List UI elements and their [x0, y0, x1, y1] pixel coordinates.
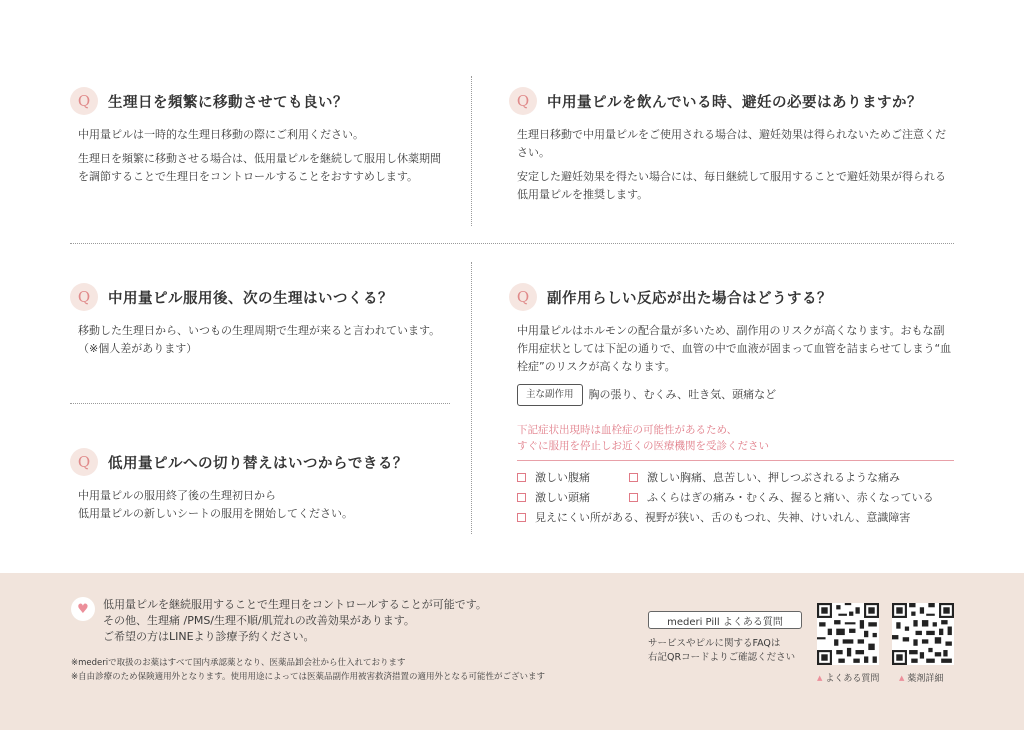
qr-code-drug-details[interactable]	[892, 603, 954, 665]
footer-note: ※自由診療のため保険適用外となります。使用用途によっては医薬品副作用被害救済措置の適用外となる可能性がございます	[71, 672, 545, 682]
divider-vertical-top	[471, 76, 472, 226]
warning-line: 下記症状出現時は血栓症の可能性があるため、	[517, 424, 738, 436]
symptom-item	[517, 469, 629, 486]
divider-horizontal-middle	[70, 243, 954, 244]
qr-label-drug	[899, 671, 943, 684]
faq-button[interactable]: mederi Pill よくある質問	[648, 611, 802, 629]
checkbox-icon	[517, 493, 526, 502]
checkbox-icon	[629, 473, 638, 482]
qr-label-faq	[817, 671, 879, 684]
answer-text: 中用量ピルの服用終了後の生理初日から	[78, 489, 276, 502]
q-badge: Q	[70, 87, 98, 115]
checkbox-icon	[517, 473, 526, 482]
question-title: 中用量ピル服用後、次の生理はいつくる？	[108, 290, 393, 307]
side-effect-tag: 主な副作用	[517, 384, 583, 406]
footer-notes	[71, 656, 545, 684]
faq-description-line: 右記QRコードよりご確認ください	[648, 652, 796, 663]
answer-text: 中用量ピルはホルモンの配合量が多いため、副作用のリスクが高くなります。おもな副作用症状としては下記の通りで、血管の中で血液が固まって血管を詰まらせてしまう“血栓症”のリスクが高くなります。	[517, 324, 952, 373]
footer-line: ご希望の方はLINEより診療予約ください。	[103, 630, 315, 643]
faq-description	[648, 637, 795, 665]
symptom-label: ふくらはぎの痛み・むくみ、握ると痛い、赤くなっている	[647, 491, 934, 504]
checkbox-icon	[629, 493, 638, 502]
triangle-icon: ▲	[817, 673, 823, 682]
faq-item-next-period	[70, 282, 442, 364]
footer-message	[103, 597, 487, 645]
symptom-item	[517, 489, 629, 506]
answer-text: 生理日移動で中用量ピルをご使用される場合は、避妊効果は得られないためご注意ください。	[517, 128, 946, 159]
q-badge: Q	[70, 283, 98, 311]
warning-text	[517, 422, 954, 454]
faq-item-frequent-move	[70, 86, 442, 192]
answer-text: 移動した生理日から、いつもの生理周期で生理が来ると言われています。（※個人差があります）	[78, 324, 441, 355]
triangle-icon: ▲	[899, 673, 905, 682]
answer-text: 低用量ピルの新しいシートの服用を開始してください。	[78, 507, 353, 520]
symptom-item	[517, 509, 954, 526]
faq-item-contraception	[509, 86, 954, 210]
footer-line: その他、生理痛 /PMS/生理不順/肌荒れの改善効果があります。	[103, 614, 415, 627]
checkbox-icon	[517, 513, 526, 522]
q-badge: Q	[509, 283, 537, 311]
symptom-item	[629, 469, 954, 486]
answer-text: 安定した避妊効果を得たい場合には、毎日継続して服用することで避妊効果が得られる低用量ピルを推奨します。	[517, 170, 946, 201]
symptom-label: 激しい腹痛	[535, 471, 590, 484]
question-title: 生理日を頻繁に移動させても良い？	[108, 94, 348, 111]
warning-divider	[517, 460, 954, 461]
footer-note: ※mederiで取扱のお薬はすべて国内承認薬となり、医薬品卸会社から仕入れております	[71, 658, 406, 668]
symptom-label: 激しい頭痛	[535, 491, 590, 504]
question-title: 副作用らしい反応が出た場合はどうする？	[547, 290, 832, 307]
q-badge: Q	[509, 87, 537, 115]
qr-label-text: 薬剤詳細	[907, 674, 944, 684]
symptom-label: 見えにくい所がある、視野が狭い、舌のもつれ、失神、けいれん、意識障害	[535, 511, 911, 524]
symptom-item	[629, 489, 954, 506]
qr-label-text: よくある質問	[825, 674, 880, 684]
answer-text: 中用量ピルは一時的な生理日移動の際にご利用ください。	[78, 128, 364, 141]
faq-item-side-effects	[509, 282, 954, 526]
warning-line: すぐに服用を停止しお近くの医療機関を受診ください	[517, 440, 769, 452]
faq-description-line: サービスやピルに関するFAQは	[648, 638, 781, 649]
faq-item-switch-low-dose	[70, 447, 460, 523]
divider-horizontal-left	[70, 403, 450, 404]
footer-line: 低用量ピルを継続服用することで生理日をコントロールすることが可能です。	[103, 598, 487, 611]
symptom-label: 激しい胸痛、息苦しい、押しつぶされるような痛み	[647, 471, 900, 484]
divider-vertical-bottom	[471, 262, 472, 534]
question-title: 中用量ピルを飲んでいる時、避妊の必要はありますか？	[547, 94, 922, 111]
q-badge: Q	[70, 448, 98, 476]
side-effect-list: 胸の張り、むくみ、吐き気、頭痛など	[588, 388, 777, 401]
qr-code-faq[interactable]	[817, 603, 879, 665]
heart-icon: ♥	[71, 597, 95, 621]
question-title: 低用量ピルへの切り替えはいつからできる？	[108, 455, 408, 472]
symptom-list	[517, 469, 954, 526]
answer-text: 生理日を頻繁に移動させる場合は、低用量ピルを継続して服用し休薬期間を調節することで生理日をコントロールすることをおすすめします。	[78, 152, 441, 183]
